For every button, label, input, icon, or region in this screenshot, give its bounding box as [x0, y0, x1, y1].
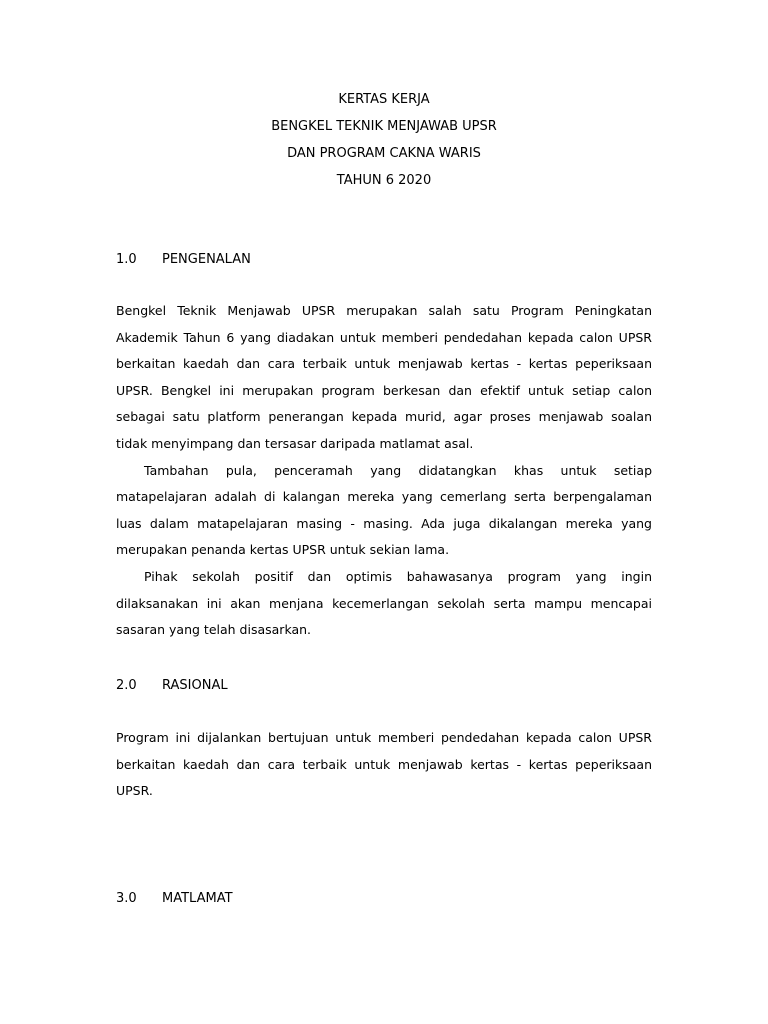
section-body-pengenalan	[116, 298, 652, 644]
section-title: RASIONAL	[162, 678, 228, 693]
paragraph: Bengkel Teknik Menjawab UPSR merupakan salah satu Program Peningkatan Akademik Tahun 6 yang diadakan untuk memberi pendedahan kepada calon UPSR berkaitan kaedah dan cara terbaik untuk menjawab kertas - kertas peperiksaan UPSR. Bengkel ini merupakan program berkesan dan efektif untuk setiap calon sebagai satu platform penerangan kepada murid, agar proses menjawab soalan tidak menyimpang dan tersasar daripada matlamat asal.	[116, 303, 652, 451]
document-title-line-4: TAHUN 6 2020	[336, 173, 432, 188]
document-title-line-2: BENGKEL TEKNIK MENJAWAB UPSR	[271, 119, 497, 134]
paragraph: Program ini dijalankan bertujuan untuk memberi pendedahan kepada calon UPSR berkaitan kaedah dan cara terbaik untuk menjawab kertas - kertas peperiksaan UPSR.	[116, 730, 652, 799]
section-body-rasional	[116, 725, 652, 805]
paragraph: Tambahan pula, penceramah yang didatangkan khas untuk setiap matapelajaran adalah di kalangan mereka yang cemerlang serta berpengalaman luas dalam matapelajaran masing - masing. Ada juga dikalangan mereka yang merupakan penanda kertas UPSR untuk sekian lama.	[116, 462, 652, 558]
section-title: MATLAMAT	[162, 891, 233, 906]
section-heading-matlamat	[116, 889, 233, 909]
paragraph: Pihak sekolah positif dan optimis bahawasanya program yang ingin dilaksanakan ini akan menjana kecemerlangan sekolah serta mampu mencapai sasaran yang telah disasarkan.	[116, 568, 652, 638]
document-title-block	[0, 86, 768, 194]
section-number: 1.0	[116, 252, 137, 267]
section-heading-pengenalan	[116, 250, 251, 270]
section-heading-rasional	[116, 676, 228, 696]
document-title-line-3: DAN PROGRAM CAKNA WARIS	[287, 146, 481, 161]
document-title-line-1: KERTAS KERJA	[338, 92, 430, 107]
section-title: PENGENALAN	[162, 252, 251, 267]
section-number: 2.0	[116, 678, 137, 693]
section-number: 3.0	[116, 891, 137, 906]
